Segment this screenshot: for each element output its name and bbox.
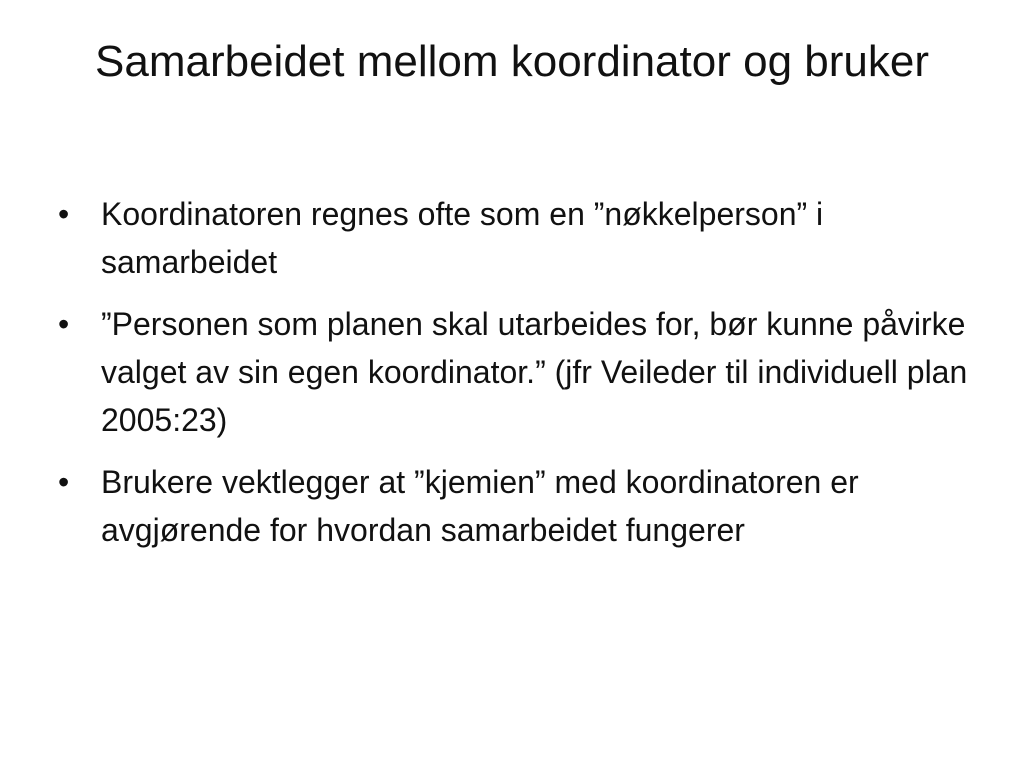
bullet-icon: • [58,306,70,342]
bullet-icon: • [58,196,70,232]
bullet-text: Brukere vektlegger at ”kjemien” med koordinatoren er avgjørende for hvordan samarbeidet fungerer [101,464,859,548]
bullet-item [58,458,978,554]
bullet-text: Koordinatoren regnes ofte som en ”nøkkelperson” i samarbeidet [101,196,824,280]
bullet-icon: • [58,464,70,500]
slide-title: Samarbeidet mellom koordinator og bruker [95,37,929,86]
bullet-item [58,300,978,444]
bullet-item [58,190,978,286]
bullet-list [58,190,978,568]
bullet-text: ”Personen som planen skal utarbeides for, bør kunne påvirke valget av sin egen koordinator.” (jfr Veileder til individuell plan 2005:23) [101,306,968,438]
